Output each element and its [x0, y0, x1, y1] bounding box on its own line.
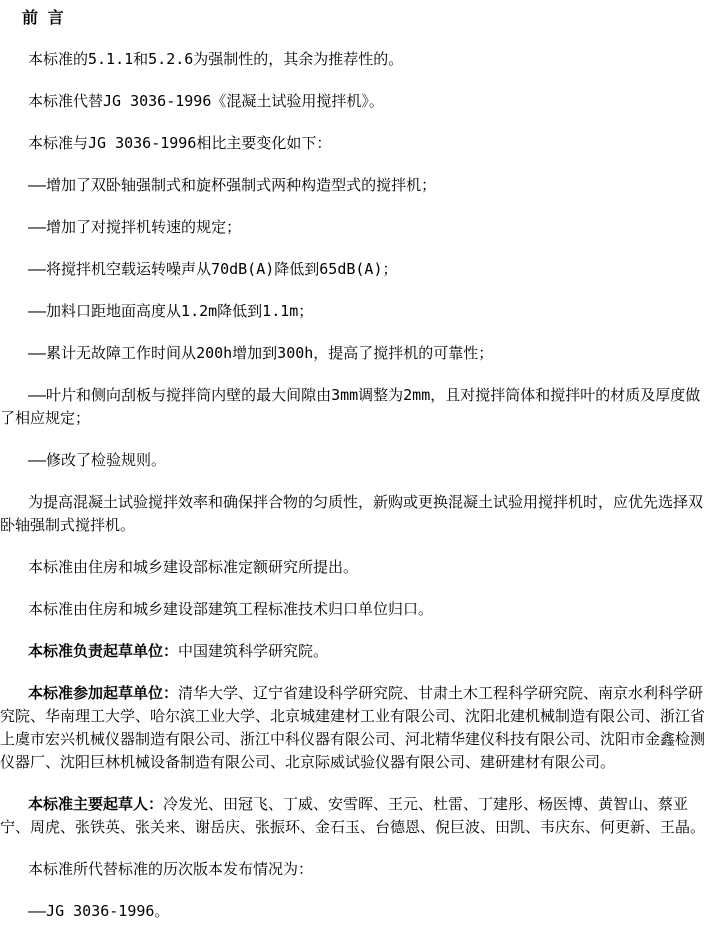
paragraph-change-item: ——将搅拌机空载运转噪声从70dB(A)降低到65dB(A)； [28, 260, 398, 278]
paragraph-text: 清华大学、辽宁省建设科学研究院、甘肃土木工程科学研究院、南京水利科学研究院、华南理工大学、哈尔滨工业大学、北京城建建材工业有限公司、沈阳北建机械制造有限公司、浙江省上虞市宏兴机械仪器制造有限公司、浙江中科仪器有限公司、河北精华建仪科技有限公司、沈阳市金鑫检测仪器厂、沈阳巨林机械设备制造有限公司、北京际威试验仪器有限公司、建研建材有限公司。 [0, 684, 706, 771]
paragraph: 本标准代替JG 3036-1996《混凝土试验用搅拌机》。 [28, 92, 384, 110]
paragraph-change-item: ——修改了检验规则。 [28, 451, 167, 469]
paragraph: 本标准由住房和城乡建设部建筑工程标准技术归口单位归口。 [28, 600, 434, 618]
paragraph-text: 冷发光、田冠飞、丁威、安雪晖、王元、杜雷、丁建彤、杨医博、黄智山、蔡亚宁、周虎、张铁英、张关来、谢岳庆、张振环、金石玉、台德恩、倪巨波、田凯、韦庆东、何更新、王晶。 [0, 795, 706, 836]
paragraph-change-item: ——叶片和侧向刮板与搅拌筒内壁的最大间隙由3mm调整为2mm，且对搅拌筒体和搅拌叶的材质及厚度做了相应规定； [0, 386, 701, 427]
paragraph-change-item: ——加料口距地面高度从1.2m降低到1.1m； [28, 302, 314, 320]
paragraph-change-item: ——增加了对搅拌机转速的规定； [28, 218, 242, 236]
paragraph-label: 本标准负责起草单位： [28, 642, 179, 660]
paragraph: ——JG 3036-1996。 [28, 902, 170, 920]
page-title: 前 言 [22, 8, 64, 27]
paragraph-main-drafters [0, 793, 715, 839]
paragraph-label: 本标准主要起草人： [28, 795, 164, 813]
paragraph: 本标准所代替标准的历次版本发布情况为： [28, 860, 314, 878]
paragraph: 本标准由住房和城乡建设部标准定额研究所提出。 [28, 558, 359, 576]
paragraph-participating-units [0, 682, 715, 774]
paragraph-change-item: ——增加了双卧轴强制式和旋杯强制式两种构造型式的搅拌机； [28, 176, 437, 194]
paragraph: 为提高混凝土试验搅拌效率和确保拌合物的匀质性，新购或更换混凝土试验用搅拌机时，应优先选择双卧轴强制式搅拌机。 [0, 493, 704, 534]
paragraph: 本标准的5.1.1和5.2.6为强制性的，其余为推荐性的。 [28, 50, 404, 68]
paragraph-responsible-unit [0, 640, 715, 663]
paragraph-label: 本标准参加起草单位： [28, 684, 179, 702]
paragraph-change-item: ——累计无故障工作时间从200h增加到300h，提高了搅拌机的可靠性； [28, 344, 494, 362]
paragraph-text: 中国建筑科学研究院。 [178, 642, 329, 660]
paragraph: 本标准与JG 3036-1996相比主要变化如下： [28, 134, 332, 152]
